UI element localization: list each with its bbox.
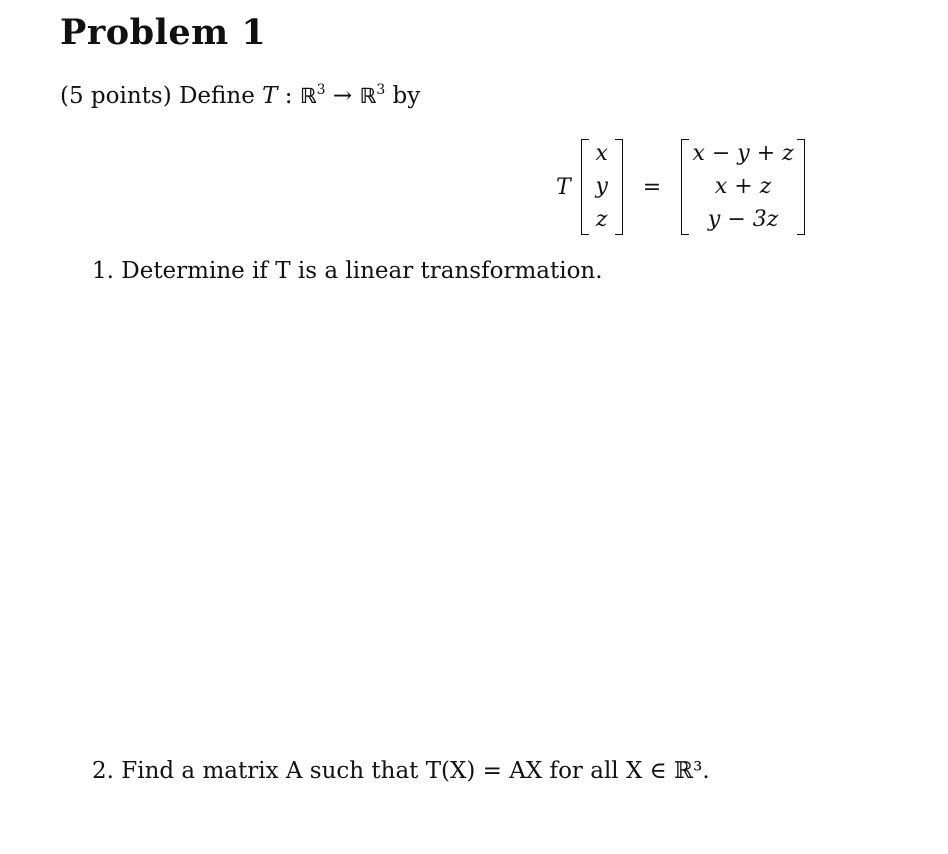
output-entry: x − y + z bbox=[692, 141, 794, 166]
intro-T: T bbox=[262, 83, 278, 109]
intro-domain-exp: 3 bbox=[316, 82, 326, 98]
intro-colon: : bbox=[277, 83, 300, 109]
question-number: 1. bbox=[92, 258, 114, 284]
equation-T: T bbox=[556, 174, 571, 200]
input-entry: y bbox=[595, 174, 608, 199]
question-text: Determine if T is a linear transformation. bbox=[121, 258, 603, 284]
intro-by: by bbox=[385, 83, 421, 109]
question-2 bbox=[92, 758, 710, 784]
output-vector bbox=[681, 139, 805, 235]
intro-domain: ℝ bbox=[299, 84, 317, 108]
input-entry: z bbox=[595, 207, 608, 232]
intro-codomain: ℝ bbox=[359, 84, 377, 108]
input-entry: x bbox=[595, 141, 608, 166]
output-entry: x + z bbox=[714, 174, 772, 199]
problem-intro bbox=[60, 82, 420, 109]
equals-sign: = bbox=[642, 174, 662, 200]
output-entry: y − 3z bbox=[707, 207, 779, 232]
question-1 bbox=[92, 258, 603, 284]
intro-codomain-exp: 3 bbox=[376, 82, 386, 98]
intro-arrow: → bbox=[325, 83, 360, 109]
intro-points: (5 points) Define bbox=[60, 83, 263, 109]
input-vector bbox=[581, 139, 623, 235]
problem-heading: Problem 1 bbox=[60, 12, 267, 53]
transformation-equation bbox=[556, 138, 805, 236]
question-text: Find a matrix A such that T(X) = AX for all X ∈ ℝ³. bbox=[121, 758, 710, 784]
question-number: 2. bbox=[92, 758, 114, 784]
